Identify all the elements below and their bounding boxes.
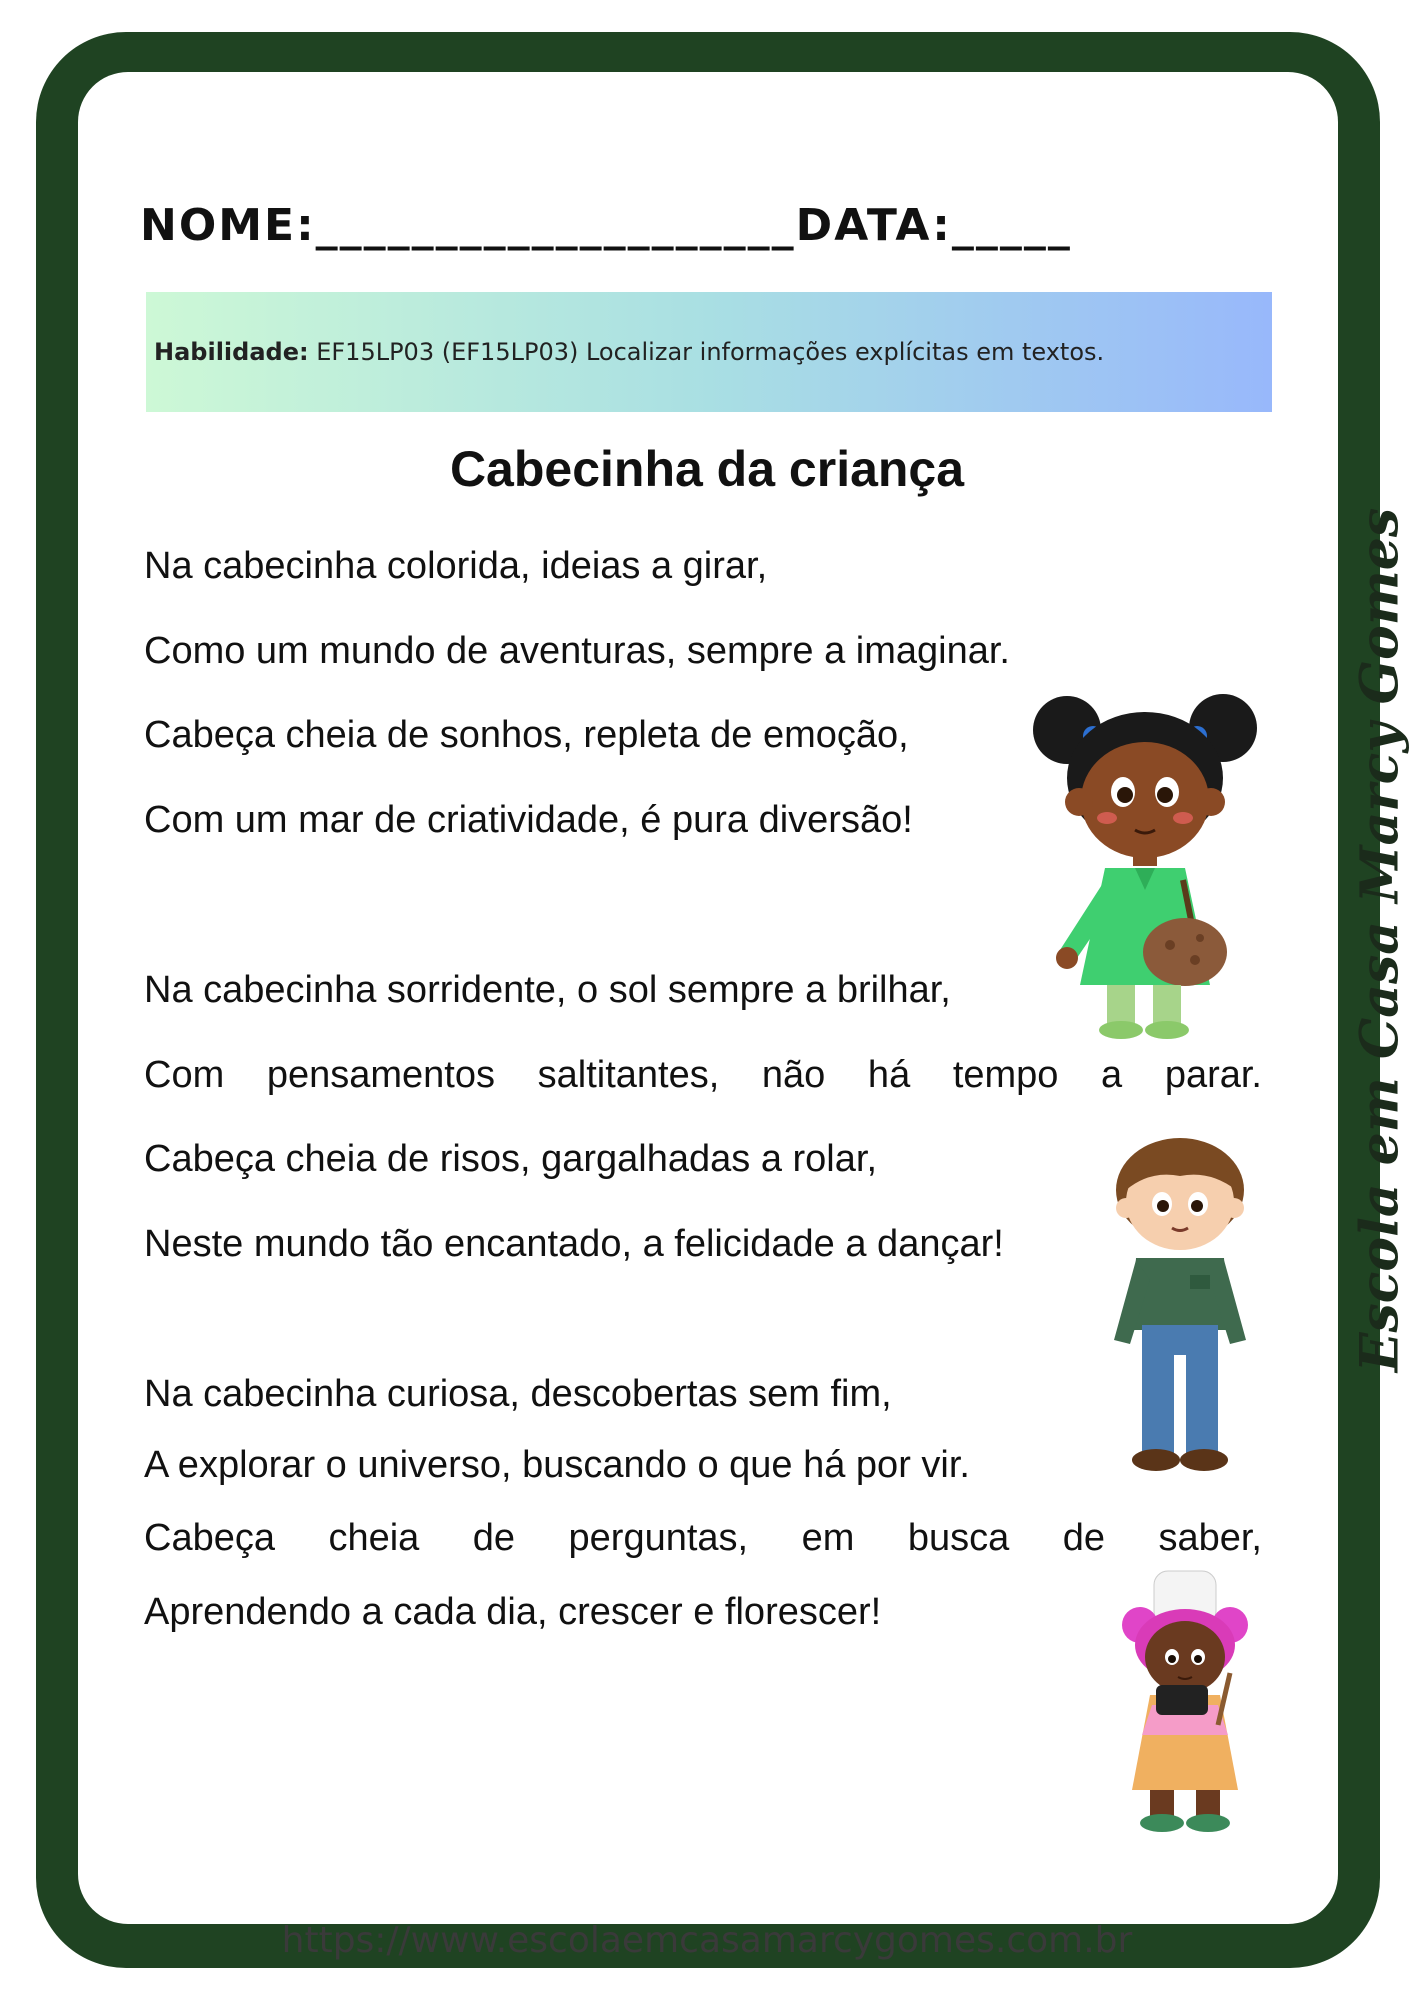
footer-url: https://www.escolaemcasamarcygomes.com.br: [281, 1920, 1133, 1961]
name-date-line: NOME:____________________DATA:_____: [140, 200, 1072, 251]
verse-line: Cabeça cheia de risos, gargalhadas a rolar,: [144, 1138, 878, 1180]
girl-with-bag-illustration: [1015, 690, 1275, 1040]
side-brand-label: Escola em Casa Marcy Gomes: [1349, 507, 1411, 1373]
verse-line: Na cabecinha sorridente, o sol sempre a brilhar,: [144, 969, 951, 1011]
skill-label: Habilidade:: [154, 338, 309, 366]
verse-line: Com pensamentos saltitantes, não há tempo a parar.: [144, 1054, 1262, 1096]
verse-line: Neste mundo tão encantado, a felicidade a dançar!: [144, 1223, 1004, 1265]
verse-line: Com um mar de criatividade, é pura diversão!: [144, 799, 913, 841]
verse-line: A explorar o universo, buscando o que há por vir.: [144, 1444, 970, 1486]
skill-description: EF15LP03 (EF15LP03) Localizar informações explícitas em textos.: [308, 338, 1105, 366]
verse-line: Cabeça cheia de perguntas, em busca de saber,: [144, 1517, 1262, 1559]
verse-line: Cabeça cheia de sonhos, repleta de emoção,: [144, 714, 909, 756]
skill-banner: [146, 292, 1272, 412]
verse-line: Como um mundo de aventuras, sempre a imaginar.: [144, 630, 1010, 672]
verse-line: Na cabecinha curiosa, descobertas sem fim,: [144, 1373, 892, 1415]
verse-line: Na cabecinha colorida, ideias a girar,: [144, 545, 768, 587]
verse-line: Aprendendo a cada dia, crescer e florescer!: [144, 1591, 882, 1633]
poem-title: Cabecinha da criança: [449, 441, 965, 497]
skill-text: [154, 338, 1104, 366]
chef-girl-illustration: [1110, 1565, 1260, 1840]
boy-illustration: [1100, 1130, 1260, 1475]
